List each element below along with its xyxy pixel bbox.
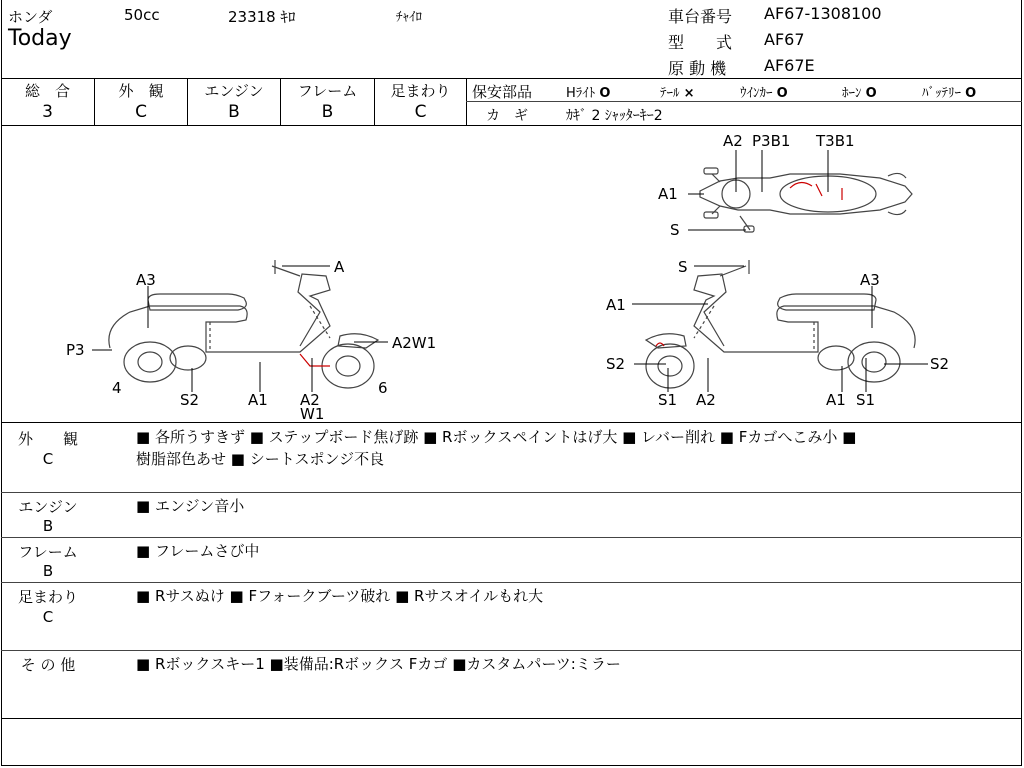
diagram-label: A1: [826, 391, 846, 409]
remark-grade-frame: B: [42, 562, 54, 580]
diagram-label: A2: [696, 391, 716, 409]
grade-label-engine: エンジン: [204, 82, 264, 100]
diagram-label: S2: [930, 355, 950, 373]
top-view-scooter: [700, 168, 912, 232]
diagram-label: S2: [180, 391, 200, 409]
remark-label-frame: フレーム: [18, 543, 78, 561]
engine-label: 原 動 機: [668, 59, 727, 78]
grade-label-overall: 総 合: [24, 82, 70, 100]
type-value: AF67: [764, 30, 805, 49]
remark-text-exterior: ■ 各所うすきず ■ ステップボード焦げ跡 ■ Rボックスペイントはげ大 ■ レバー削れ ■ Fカゴへこみ小 ■: [136, 428, 857, 446]
diagram-label: S1: [856, 391, 876, 409]
diagram-label: T3B1: [816, 132, 855, 150]
diagram-label: S: [678, 258, 688, 276]
diagram-label: A1: [248, 391, 268, 409]
diagram-label: A2: [723, 132, 743, 150]
color: ﾁｬｲﾛ: [396, 10, 422, 25]
safety-divider: [466, 101, 1022, 102]
safety-battery: ﾊﾞｯﾃﾘｰ O: [922, 86, 977, 101]
divider-bottom: [1, 718, 1022, 719]
remark-text-engine: ■ エンジン音小: [136, 497, 245, 515]
safety-label: 保安部品: [472, 83, 533, 101]
maker: ホンダ: [8, 8, 53, 26]
safety-headlight: Hﾗｲﾄ O: [566, 86, 611, 101]
remark-text-frame: ■ フレームさび中: [136, 542, 260, 560]
safety-winker: ｳｲﾝｶｰ O: [740, 86, 788, 101]
grade-value-suspension: C: [414, 102, 427, 122]
divider-remarks: [1, 492, 1022, 493]
divider-remarks: [1, 650, 1022, 651]
remark-text-other: ■ Rボックスキー1 ■装備品:Rボックス Fカゴ ■カスタムパーツ:ミラー: [136, 655, 621, 673]
diagram-label: P3: [66, 341, 85, 359]
grade-label-frame: フレーム: [297, 82, 358, 100]
divider-diagram: [1, 422, 1022, 423]
remark-text-exterior-2: 樹脂部色あせ ■ シートスポンジ不良: [136, 450, 385, 468]
diagram-label: A1: [658, 185, 678, 203]
diagram-label: W1: [300, 405, 325, 422]
diagram-label: A3: [860, 271, 880, 289]
safety-horn: ﾎｰﾝ O: [842, 86, 877, 101]
grade-label-suspension: 足まわり: [390, 82, 451, 100]
remark-label-exterior: 外 観: [17, 430, 78, 448]
remark-grade-suspension: C: [42, 608, 54, 626]
model-name: Today: [8, 26, 72, 51]
diagram-label: S1: [658, 391, 678, 409]
remark-text-suspension: ■ Rサスぬけ ■ Fフォークブーツ破れ ■ Rサスオイルもれ大: [136, 587, 544, 605]
diagram-label: A2W1: [392, 334, 437, 352]
grade-value-exterior: C: [135, 102, 147, 122]
diagram-label: 4: [112, 379, 122, 397]
remark-label-engine: エンジン: [18, 498, 78, 516]
type-label: 型 式: [668, 33, 733, 52]
grade-label-exterior: 外 観: [118, 82, 164, 100]
remark-label-other: そ の 他: [20, 656, 76, 674]
divider-remarks: [1, 582, 1022, 583]
safety-tail: ﾃｰﾙ ×: [660, 86, 695, 101]
remark-label-suspension: 足まわり: [17, 588, 78, 606]
diagram-label: A1: [606, 296, 626, 314]
remark-grade-engine: B: [42, 517, 54, 535]
diagram-label: P3B1: [752, 132, 791, 150]
diagram-label: 6: [378, 379, 388, 397]
engine-value: AF67E: [764, 56, 815, 75]
remark-grade-exterior: C: [42, 450, 54, 468]
mileage: 23318 ｷﾛ: [228, 8, 296, 26]
diagram-label: A2: [300, 391, 320, 409]
damage-diagram: [0, 126, 1024, 422]
diagram-label: S2: [606, 355, 626, 373]
diagram-label: A: [334, 258, 345, 276]
grade-value-frame: B: [321, 102, 334, 122]
chassis-label: 車台番号: [668, 7, 733, 26]
displacement: 50cc: [124, 6, 160, 24]
key-value: ｶｷﾞ 2 ｼｬｯﾀｰｷｰ2: [566, 108, 663, 124]
chassis-value: AF67-1308100: [764, 4, 882, 23]
grade-value-overall: 3: [42, 102, 53, 122]
diagram-label: A3: [136, 271, 156, 289]
key-label: カ ギ: [486, 108, 528, 124]
divider-remarks: [1, 537, 1022, 538]
grade-value-engine: B: [228, 102, 240, 122]
divider-header: [1, 78, 1022, 79]
diagram-label: S: [670, 221, 680, 239]
